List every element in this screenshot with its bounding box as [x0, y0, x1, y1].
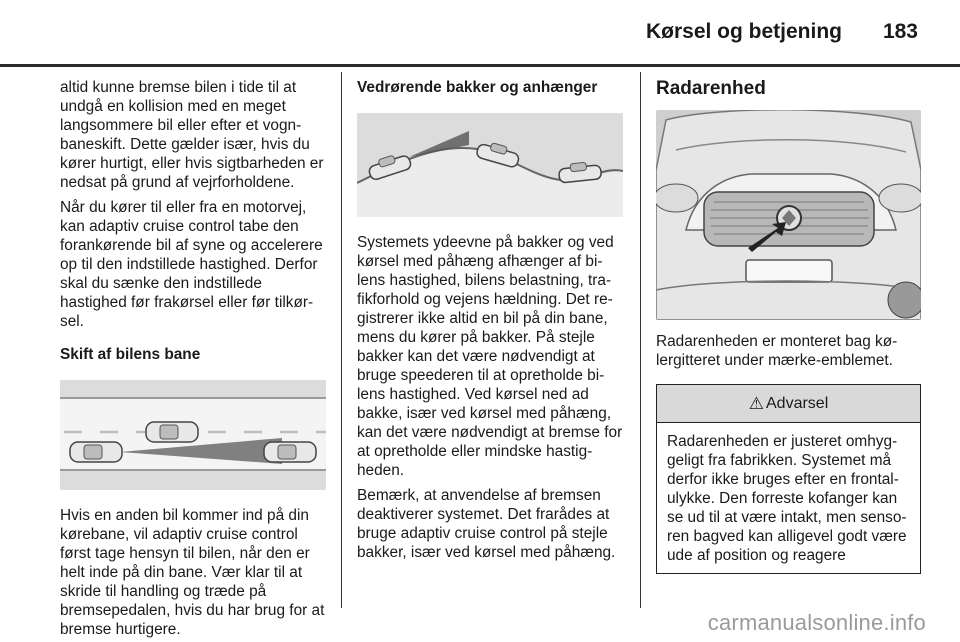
watermark: carmanualsonline.info — [707, 610, 926, 635]
paragraph-cut-in: Hvis en anden bil kommer ind på din kørebane, vil adaptiv cruise control først tage hensyn til bilen, når den er helt inde på din bane. Vær klar til at skride til handling og træde på bremsepedalen, hvis du har brug for at bremse hurtigere. — [60, 507, 325, 638]
paragraph-motorway: Når du kører til eller fra en motorvej, kan adaptiv cruise control tabe den forankørende bil af syne og accelerere op til den indstillede hastighed. Derfor skal du sænke den indstillede hastighed før frakørsel eller før tilkørsel. — [60, 199, 323, 330]
section-heading-hills: Vedrørende bakker og anhænger — [357, 79, 598, 96]
radar-unit-photo — [656, 110, 921, 320]
column-1 — [60, 78, 326, 642]
warning-text: Radarenheden er justeret omhyggeligt fra fabrikken. Systemet må derfor ikke bruges efter en frontalulykke. Den forreste kofanger kan se ud til at være intakt, men sensoren bagved kan alligevel godt være ude af position og reagere — [667, 433, 907, 564]
page-number: 183 — [882, 20, 918, 43]
column-divider-1 — [341, 72, 342, 608]
column-divider-2 — [640, 72, 641, 608]
section-heading-radar: Radarenhed — [656, 78, 766, 99]
header-divider — [0, 64, 960, 67]
lane-change-illustration — [60, 380, 326, 490]
column-3 — [656, 78, 921, 574]
paragraph-radar-location: Radarenheden er monteret bag kølergitteret under mærke-emblemet. — [656, 333, 898, 369]
own-car-icon — [70, 442, 122, 462]
page-title: Kørsel og betjening — [645, 20, 842, 43]
paragraph-brake-deactivation: Bemærk, at anvendelse af bremsen deaktiverer systemet. Det frarådes at bruge adaptiv cruise control på stejle bakker, især ved kørsel med påhæng. — [357, 487, 616, 561]
merging-car-icon — [146, 422, 198, 442]
warning-header — [657, 385, 920, 423]
leading-car-icon — [264, 442, 316, 462]
paragraph-braking: altid kunne bremse bilen i tide til at undgå en kollision med en meget langsommere bil eller efter et vognbaneskift. Dette gælder især, hvis du kører hurtigt, eller hvis sigtbarheden er nedsat på grund af vejrforholdene. — [60, 79, 324, 191]
hills-illustration — [357, 113, 623, 217]
warning-triangle-icon: ⚠ — [748, 394, 764, 413]
column-2 — [357, 78, 623, 568]
warning-title: Advarsel — [766, 395, 829, 412]
warning-box — [656, 384, 921, 574]
paragraph-hills-performance: Systemets ydeevne på bakker og ved kørsel med påhæng afhænger af bilens hastighed, bilens belastning, trafikforhold og vejens hældning. Det registrerer ikke altid en bil på din bane, mens du kører på bakker. På stejle bakker kan det være nødvendigt at bruge speederen til at opretholde bilens hastighed. Ved kørsel ned ad bakke, især ved kørsel med påhæng, kan det være nødvendigt at bremse for at opretholde eller mindske hastigheden. — [357, 234, 623, 479]
page-header — [0, 0, 960, 68]
section-heading-lane-change: Skift af bilens bane — [60, 346, 201, 363]
